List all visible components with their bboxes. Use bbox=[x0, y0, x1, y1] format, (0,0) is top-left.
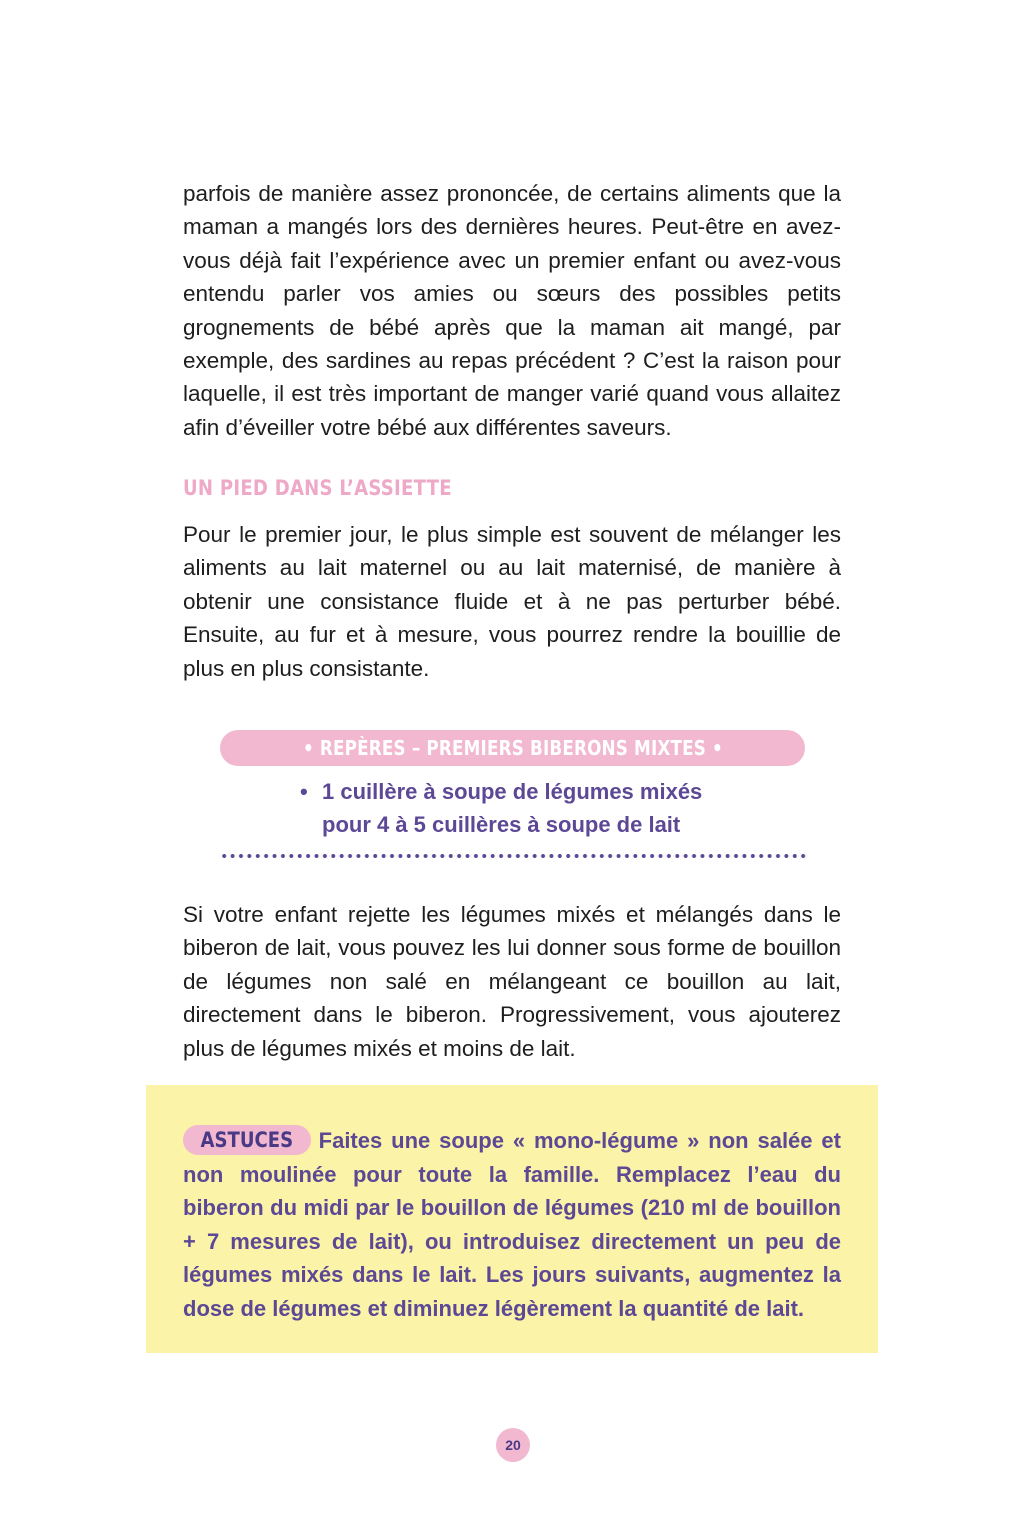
body-paragraph-2: Pour le premier jour, le plus simple est souvent de mélanger les aliments au lait maternel ou au lait maternisé, de manière à obtenir une consistance fluide et à ne pas perturber bébé. Ensuite, au fur et à mesure, vous pourrez rendre la bouillie de plus en plus consistante. bbox=[183, 522, 841, 681]
body-paragraph-1: parfois de manière assez prononcée, de certains aliments que la maman a mangés lors des dernières heures. Peut-être en avez-vous déjà fait l’expérience avec un premier enfant ou avez-vous entendu parler vos amies ou sœurs des possibles petits grognements de bébé après que la maman ait mangé, par exemple, des sardines au repas précédent ? C’est la raison pour laquelle, il est très important de manger varié quand vous allaitez afin d’éveiller votre bébé aux différentes saveurs. bbox=[183, 181, 841, 440]
astuces-text: Faites une soupe « mono-légume » non salée et non moulinée pour toute la famille. Remplacez l’eau du biberon du midi par le bouillon de légumes (210 ml de bouillon + 7 mesures de lait), ou introduisez directement un peu de légumes mixés dans le lait. Les jours suivants, augmentez la dose de légumes et diminuez légèrement la quantité de lait. bbox=[183, 1128, 841, 1321]
page-number: 20 bbox=[496, 1428, 530, 1462]
astuces-paragraph bbox=[183, 1124, 841, 1326]
astuces-badge bbox=[183, 1125, 311, 1155]
astuces-label: ASTUCES bbox=[200, 1128, 294, 1152]
dotted-divider bbox=[220, 850, 808, 862]
reperes-banner bbox=[220, 730, 805, 766]
reperes-item-line-2: pour 4 à 5 cuillères à soupe de lait bbox=[322, 812, 681, 837]
reperes-item-line-1: 1 cuillère à soupe de légumes mixés bbox=[322, 779, 703, 804]
body-paragraph-3: Si votre enfant rejette les légumes mixés et mélangés dans le biberon de lait, vous pouvez les lui donner sous forme de bouillon de légumes non salé en mélangeant ce bouillon au lait, directement dans le biberon. Progressivement, vous ajouterez plus de légumes mixés et moins de lait. bbox=[183, 902, 841, 1061]
section-heading: UN PIED DANS L’ASSIETTE bbox=[183, 476, 452, 500]
reperes-title: • REPÈRES – PREMIERS BIBERONS MIXTES • bbox=[302, 736, 723, 760]
bullet-icon: • bbox=[300, 779, 308, 804]
reperes-list-item bbox=[300, 775, 760, 841]
